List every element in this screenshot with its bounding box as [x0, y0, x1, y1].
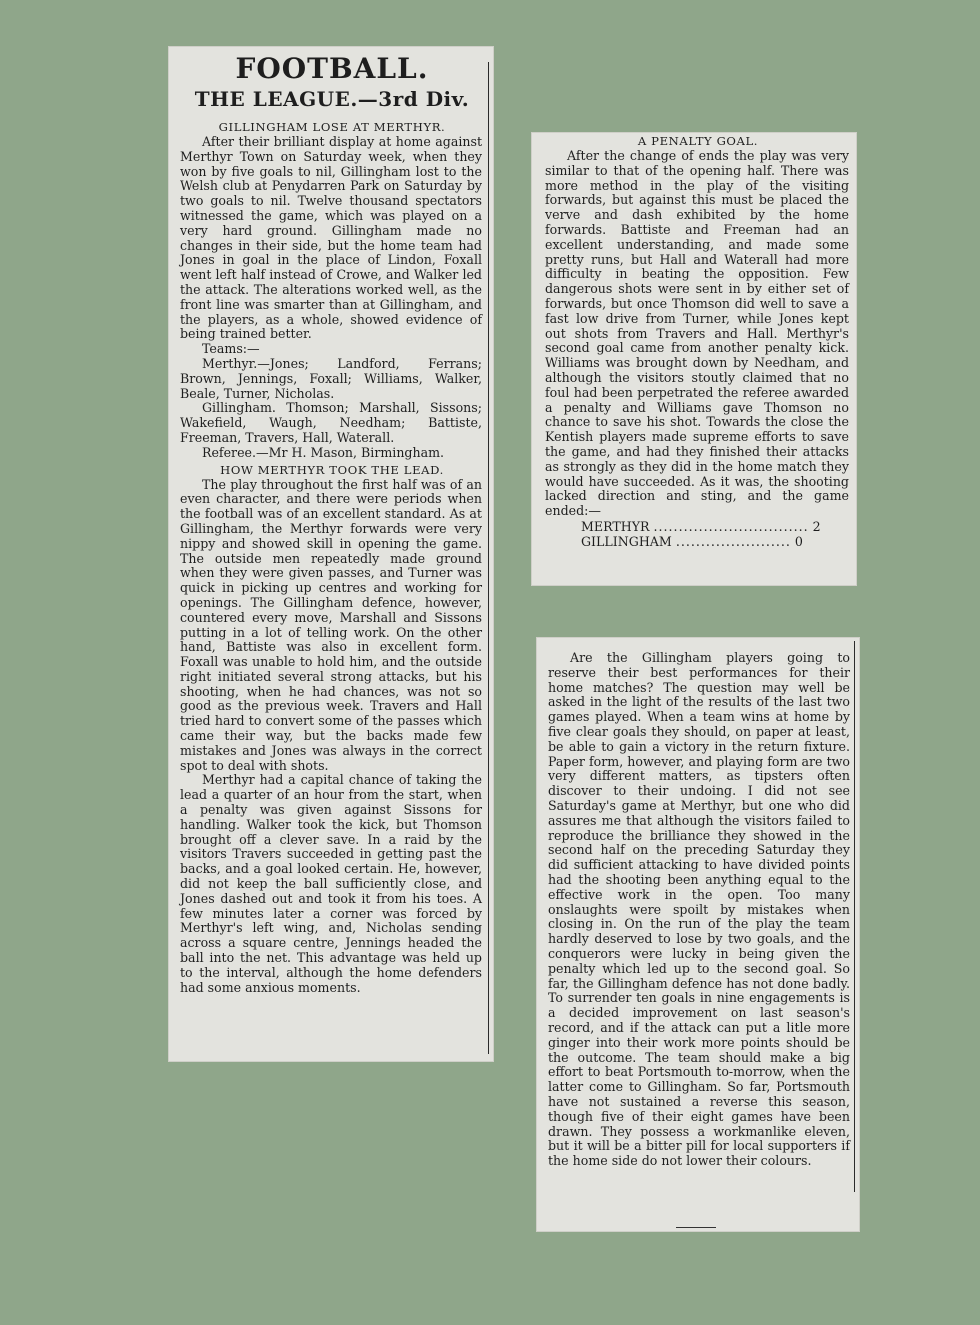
- team-name: MERTHYR: [581, 518, 650, 534]
- headline: FOOTBALL.: [235, 52, 429, 85]
- result-line: [545, 519, 851, 534]
- end-rule: [676, 1227, 716, 1228]
- section-heading: GILLINGHAM LOSE AT MERTHYR.: [218, 120, 446, 134]
- paragraph: After the change of ends the play was very similar to that of the opening half. There was more method in the play of the visiting forwards, but against this must be placed the verve and dash exhibited by the home forwards. Battiste and Freeman had an excellent understanding, and made some pretty runs, but Hall and Waterall had more difficulty in beating the opposition. Few dangerous shots were sent in by either set of forwards, but once Thomson did well to save a fast low drive from Turner, while Jones kept out shots from Travers and Hall. Merthyr's second goal came from another penalty kick. Williams was brought down by Needham, and although the visitors stoutly claimed that no foul had been perpetrated the referee awarded a penalty and Williams gave Thomson no chance to save his shot. Towards the close the Kentish players made supreme efforts to save the game, and had they finished their attacks as strongly as they did in the home match they would have succeeded. As it was, the shooting lacked direction and sting, and the game ended:—: [545, 148, 849, 519]
- paragraph: Merthyr.—Jones; Landford, Ferrans; Brown, Jennings, Foxall; Williams, Walker, Beale, Turner, Nicholas.: [180, 355, 482, 401]
- clipping-match-report: [168, 46, 494, 1062]
- column-rule: [488, 62, 489, 1054]
- subheadline: THE LEAGUE.—3rd Div.: [194, 87, 470, 111]
- paragraph: Merthyr had a capital chance of taking the lead a quarter of an hour from the start, when a penalty was given against Sissons for handling. Walker took the kick, but Thomson brought off a clever save. In a raid by the visitors Travers succeeded in getting past the backs, and a goal looked certain. He, however, did not keep the ball sufficiently close, and Jones dashed out and took it from his toes. A few minutes later a corner was forced by Merthyr's left wing, and, Nicholas sending across a square centre, Jennings headed the ball into the net. This advantage was held up to the interval, although the home defenders had some anxious moments.: [180, 772, 482, 995]
- clipping-commentary: [536, 637, 860, 1232]
- paragraph: Referee.—Mr H. Mason, Birmingham.: [202, 444, 445, 460]
- section-heading: A PENALTY GOAL.: [637, 134, 759, 148]
- paragraph: The play throughout the first half was of an even character, and there were periods when the football was of an excellent standard. As at Gillingham, the Merthyr forwards were very nippy and showed skill in opening the game. The outside men repeatedly made ground when they were given passes, and Turner was quick in picking up centres and working for openings. The Gillingham defence, however, countered every move, Marshall and Sissons putting in a lot of telling work. On the other hand, Battiste was also in excellent form. Foxall was unable to hold him, and the outside right initiated several strong attacks, but his shooting, when he had chances, was not so good as the previous week. Travers and Hall tried hard to convert some of the passes which came their way, but the backs made few mistakes and Jones was always in the correct spot to deal with shots.: [180, 476, 482, 773]
- result-line: [545, 534, 851, 549]
- score: 2: [812, 518, 821, 534]
- score: 0: [794, 533, 803, 549]
- paragraph: After their brilliant display at home against Merthyr Town on Saturday week, when they won by five goals to nil, Gillingham lost to the Welsh club at Penydarren Park on Saturday by two goals to nil. Twelve thousand spectators witnessed the game, which was played on a very hard ground. Gillingham made no changes in their side, but the home team had Jones in goal in the place of Lindon, Foxall went left half instead of Crowe, and Walker led the attack. The alterations worked well, as the front line was smarter than at Gillingham, and the players, as a whole, showed evidence of being trained better.: [180, 134, 482, 342]
- paragraph: Gillingham. Thomson; Marshall, Sissons; Wakefield, Waugh, Needham; Battiste, Freeman, Travers, Hall, Waterall.: [180, 400, 482, 445]
- section-heading: HOW MERTHYR TOOK THE LEAD.: [220, 462, 444, 477]
- column-rule: [854, 641, 855, 1192]
- leader-dots: ...............................: [653, 518, 809, 534]
- team-name: GILLINGHAM: [581, 533, 672, 549]
- clipping-penalty-goal: [531, 132, 857, 586]
- paragraph: Are the Gillingham players going to reserve their best performances for their home matches? The question may well be asked in the light of the results of the last two games played. When a team wins at home by five clear goals they should, on paper at least, be able to gain a victory in the return fixture. Paper form, however, and playing form are two very different matters, as tipsters often discover to their undoing. I did not see Saturday's game at Merthyr, but one who did assures me that although the visitors failed to reproduce the brilliance they showed in the second half on the preceding Saturday they did sufficient attacking to have divided points had the shooting been anything equal to the effective work in the open. Too many onslaughts were spoilt by mistakes when closing in. On the run of the play the team hardly deserved to lose by two goals, and the conquerors were lucky in being given the penalty which led up to the second goal. So far, the Gillingham defence has not done badly. To surrender ten goals in nine engagements is a decided improvement on last season's record, and if the attack can put a litle more ginger into their work more points should be the outcome. The team should make a big effort to beat Portsmouth to-morrow, when the latter come to Gillingham. So far, Portsmouth have not sustained a reverse this season, though five of their eight games have been drawn. They possess a workmanlike eleven, but it will be a bitter pill for local supporters if the home side do not lower their colours.: [548, 650, 850, 1169]
- leader-dots: .......................: [675, 533, 791, 549]
- paragraph: Teams:—: [202, 341, 260, 357]
